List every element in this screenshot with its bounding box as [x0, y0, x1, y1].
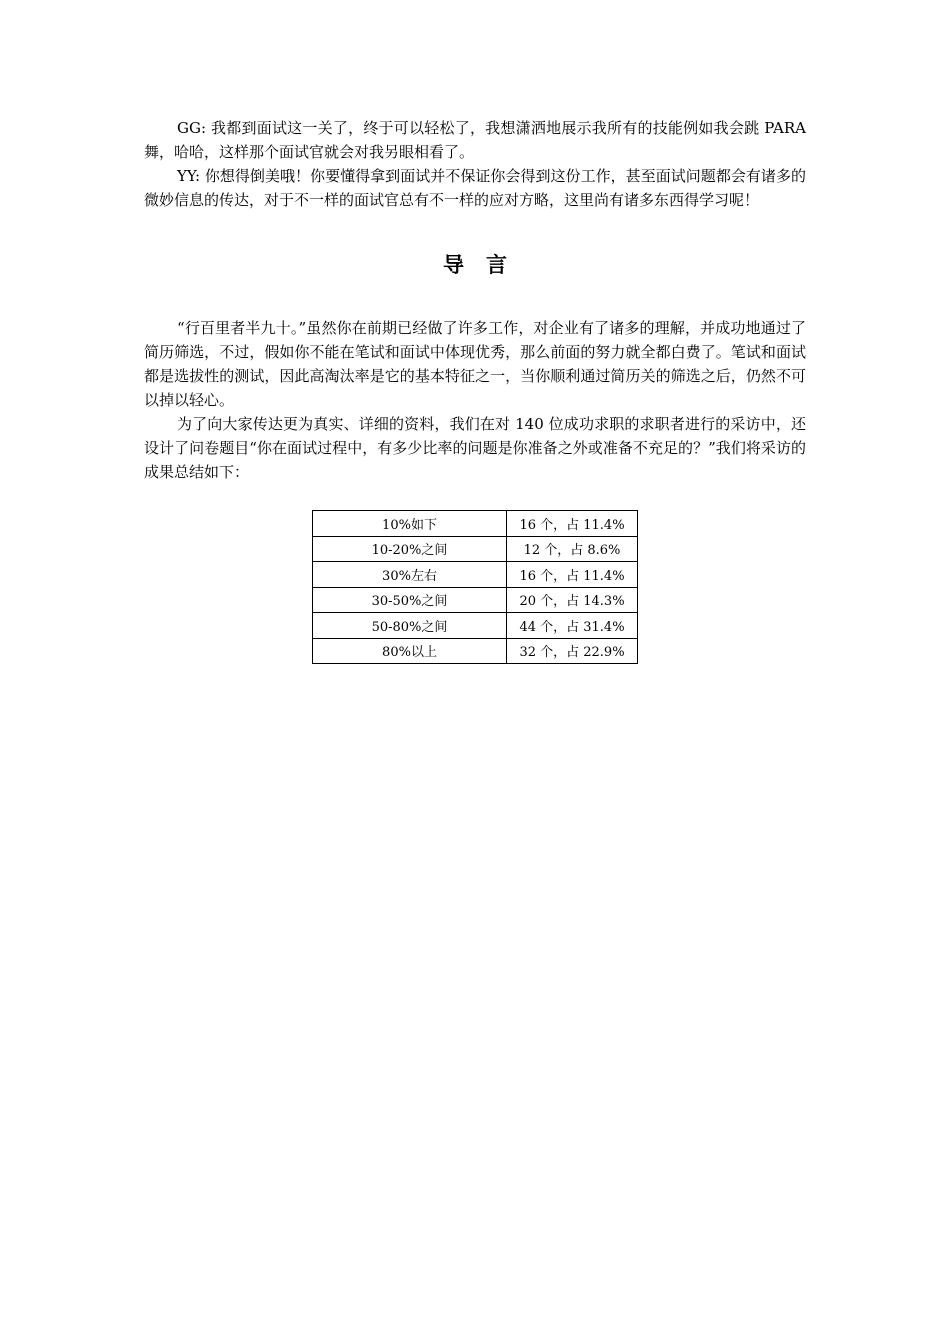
table-row [313, 613, 638, 639]
table-cell-result: 16 个，占 11.4% [507, 562, 638, 588]
table-cell-range: 10%如下 [313, 511, 507, 537]
table-cell-result: 20 个，占 14.3% [507, 587, 638, 613]
table-row [313, 511, 638, 537]
section-title: 导言 [443, 252, 529, 277]
table-cell-range: 80%以上 [313, 638, 507, 664]
table-cell-range: 10-20%之间 [313, 536, 507, 562]
body-paragraph: “行百里者半九十。”虽然你在前期已经做了许多工作，对企业有了诸多的理解，并成功地通过了简历筛选，不过，假如你不能在笔试和面试中体现优秀，那么前面的努力就全都白费了。笔试和面试都是选拔性的测试，因此高淘汰率是它的基本特征之一，当你顺利通过简历关的筛选之后，仍然不可以掉以轻心。 [144, 319, 806, 409]
table-cell-result: 44 个，占 31.4% [507, 613, 638, 639]
speaker-label: GG: [177, 119, 207, 137]
table-row [313, 587, 638, 613]
body-paragraph: 为了向大家传达更为真实、详细的资料，我们在对 140 位成功求职的求职者进行的采访中，还设计了问卷题目“你在面试过程中，有多少比率的问题是你准备之外或准备不充足的？”我们将采访的成果总结如下： [144, 415, 806, 481]
table-cell-range: 30%左右 [313, 562, 507, 588]
table-cell-result: 32 个，占 22.9% [507, 638, 638, 664]
dialogue-paragraph-gg [144, 116, 806, 164]
table-row [313, 562, 638, 588]
table-cell-range: 30-50%之间 [313, 587, 507, 613]
table-row [313, 536, 638, 562]
table-cell-result: 16 个，占 11.4% [507, 511, 638, 537]
document-page [144, 116, 806, 664]
dialogue-text: 我都到面试这一关了，终于可以轻松了，我想潇洒地展示我所有的技能例如我会跳 PARA 舞，哈哈，这样那个面试官就会对我另眼相看了。 [144, 119, 806, 161]
speaker-label: YY: [177, 167, 201, 185]
table-cell-result: 12 个，占 8.6% [507, 536, 638, 562]
dialogue-text: 你想得倒美哦！你要懂得拿到面试并不保证你会得到这份工作，甚至面试问题都会有诸多的微妙信息的传达，对于不一样的面试官总有不一样的应对方略，这里尚有诸多东西得学习呢！ [144, 167, 806, 209]
dialogue-paragraph-yy [144, 164, 806, 212]
table-cell-range: 50-80%之间 [313, 613, 507, 639]
table-row [313, 638, 638, 664]
survey-table [312, 510, 638, 664]
